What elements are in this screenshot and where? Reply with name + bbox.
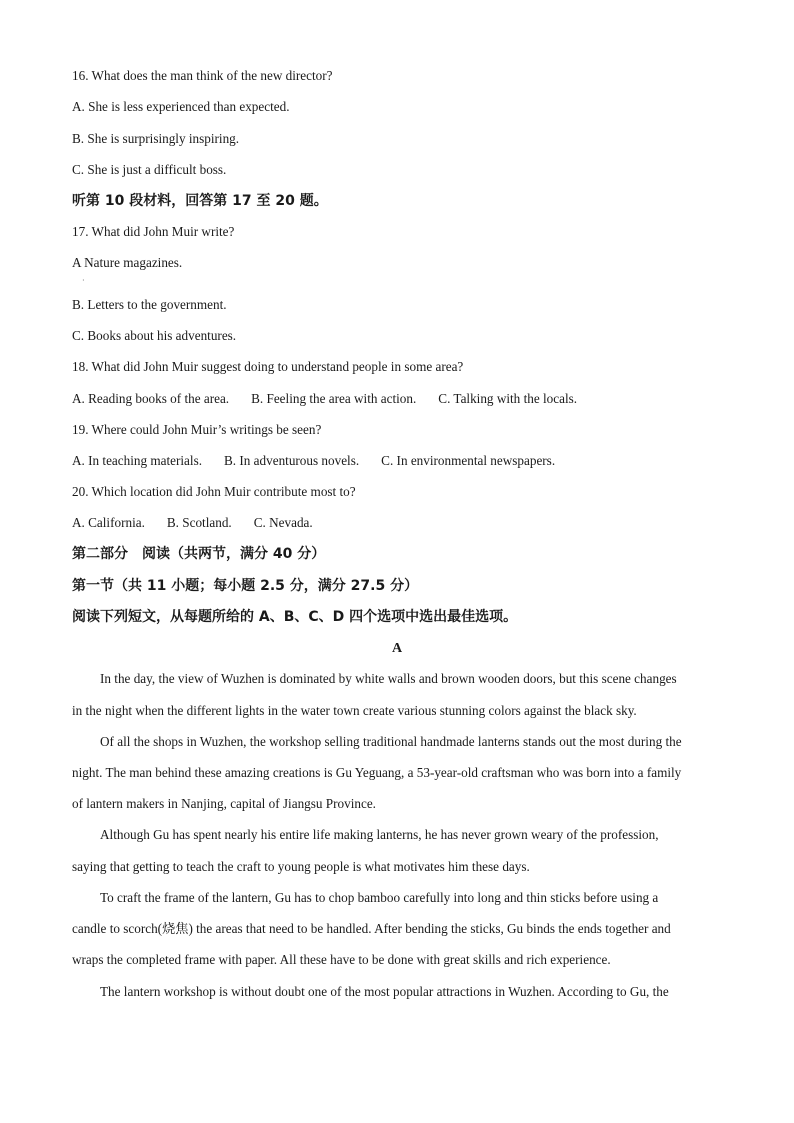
passage-p4-line1: To craft the frame of the lantern, Gu has to chop bamboo carefully into long and thin sticks before using a: [100, 890, 659, 905]
q19-option-c: C. In environmental newspapers.: [381, 453, 556, 468]
q16-option-a: A. She is less experienced than expected.: [72, 99, 290, 114]
q16-option-c: C. She is just a difficult boss.: [72, 162, 227, 177]
q19-stem: 19. Where could John Muir’s writings be seen?: [72, 422, 322, 437]
q18-option-b: B. Feeling the area with action.: [251, 391, 417, 406]
q18-stem: 18. What did John Muir suggest doing to understand people in some area?: [72, 359, 464, 374]
section10-heading: 听第 10 段材料，回答第 17 至 20 题。: [72, 193, 328, 209]
q17-option-a: A Nature magazines.: [72, 255, 183, 270]
stray-dot: ·: [82, 276, 85, 285]
q18-option-c: C. Talking with the locals.: [438, 391, 578, 406]
passage-p2-line2: night. The man behind these amazing creations is Gu Yeguang, a 53-year-old craftsman who was born into a family: [72, 765, 682, 780]
passage-p4-line2: candle to scorch(烧焦) the areas that need to be handled. After bending the sticks, Gu binds the ends together and: [72, 921, 671, 936]
q19-options: [72, 452, 734, 470]
passage-p4-line3: wraps the completed frame with paper. All these have to be done with great skills and rich experience.: [72, 952, 611, 967]
q20-option-c: C. Nevada.: [253, 515, 313, 530]
q20-option-a: A. California.: [72, 515, 145, 530]
passage-p1-line1: In the day, the view of Wuzhen is dominated by white walls and brown wooden doors, but this scene changes: [100, 671, 677, 686]
q20-option-b: B. Scotland.: [166, 515, 232, 530]
q17-option-b: B. Letters to the government.: [72, 297, 227, 312]
reading-instruction: 阅读下列短文，从每题所给的 A、B、C、D 四个选项中选出最佳选项。: [72, 609, 518, 625]
passage-p2-line3: of lantern makers in Nanjing, capital of Jiangsu Province.: [72, 796, 376, 811]
passage-p3-line2: saying that getting to teach the craft to young people is what motivates him these days.: [72, 859, 530, 874]
part2-heading: 第二部分 阅读（共两节，满分 40 分）: [72, 546, 326, 562]
q18-option-a: A. Reading books of the area.: [72, 391, 230, 406]
q17-stem: 17. What did John Muir write?: [72, 224, 235, 239]
q20-stem: 20. Which location did John Muir contribute most to?: [72, 484, 356, 499]
q18-options: [72, 390, 734, 408]
q19-option-a: A. In teaching materials.: [72, 453, 202, 468]
passage-p5-line1: The lantern workshop is without doubt one of the most popular attractions in Wuzhen. According to Gu, the: [100, 984, 669, 999]
passage-p1-line2: in the night when the different lights in the water town create various stunning colors against the black sky.: [72, 703, 637, 718]
q17-option-c: C. Books about his adventures.: [72, 328, 237, 343]
q16-option-b: B. She is surprisingly inspiring.: [72, 131, 240, 146]
section1-heading: 第一节（共 11 小题；每小题 2.5 分，满分 27.5 分）: [72, 578, 419, 594]
passage-label: A: [391, 641, 403, 656]
q19-option-b: B. In adventurous novels.: [224, 453, 360, 468]
q20-options: [72, 514, 734, 532]
passage-p2-line1: Of all the shops in Wuzhen, the workshop selling traditional handmade lanterns stands out the most during the: [100, 734, 682, 749]
q16-stem: 16. What does the man think of the new director?: [72, 68, 333, 83]
passage-p3-line1: Although Gu has spent nearly his entire life making lanterns, he has never grown weary of the profession,: [100, 827, 659, 842]
